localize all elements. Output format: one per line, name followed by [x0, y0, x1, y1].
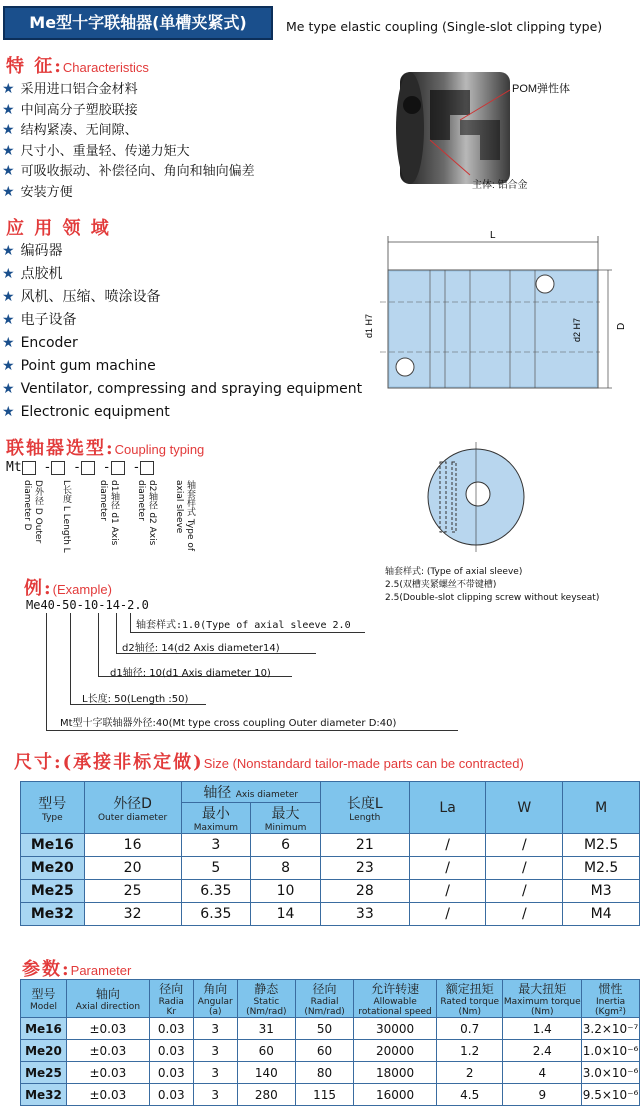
table-cell: L Length L	[61, 505, 71, 553]
size-h-type	[21, 782, 85, 834]
dim-d2-label: d2 H7	[572, 317, 582, 342]
table-cell: 中间高分子塑胶联接	[20, 102, 138, 118]
table-cell: Me16	[21, 834, 85, 857]
table-cell: 编码器	[20, 243, 63, 259]
table-cell: 允许转速	[371, 982, 420, 996]
table-row	[21, 903, 640, 926]
table-cell: 径向	[159, 982, 184, 996]
table-cell: 5	[181, 857, 251, 880]
sleeve-note-cn: 2.5(双槽夹紧螺丝不带键槽)	[385, 580, 497, 590]
table-cell: /	[486, 903, 563, 926]
table-cell: 80	[295, 1062, 353, 1084]
table-cell: Outer diameter	[97, 812, 168, 823]
table-cell: Axial direction	[75, 1002, 141, 1012]
table-cell: ±0.03	[66, 1040, 149, 1062]
table-cell: 外径D	[113, 795, 152, 812]
table-cell: Angular	[197, 997, 233, 1007]
table-cell: L长度	[61, 480, 71, 504]
table-cell: (a)	[208, 1007, 222, 1017]
table-cell: Minimum	[264, 823, 307, 833]
table-cell: /	[409, 903, 486, 926]
list-item	[2, 378, 362, 401]
size-h-m: M	[563, 782, 640, 834]
table-cell: 轴向	[95, 987, 120, 1001]
table-cell: -	[73, 460, 81, 475]
table-cell: 30000	[354, 1018, 437, 1040]
table-cell: 20000	[354, 1040, 437, 1062]
size-h-axis	[181, 782, 320, 803]
table-cell: 最大扭矩	[518, 982, 567, 996]
table-cell: Allowable rotational speed	[358, 997, 432, 1017]
size-h-la: La	[409, 782, 486, 834]
table-cell: -	[43, 460, 52, 475]
characteristics-list	[2, 79, 255, 202]
typing-code	[6, 460, 154, 475]
table-cell: 最大	[271, 806, 300, 822]
table-row	[21, 1062, 640, 1084]
table-cell: 3.2×10⁻⁷	[582, 1018, 640, 1040]
param-h-model	[21, 980, 67, 1018]
example-note-0: 轴套样式:1.0(Type of axial sleeve 2.0	[136, 620, 351, 631]
star-icon: ★	[2, 404, 15, 420]
table-cell: 140	[237, 1062, 295, 1084]
table-cell: 18000	[354, 1062, 437, 1084]
table-cell: 50	[295, 1018, 353, 1040]
table-cell: Kr	[166, 1007, 177, 1017]
table-cell: 联轴器选型:	[6, 438, 115, 459]
example-note-2: d1轴径: 10(d1 Axis diameter 10)	[110, 668, 271, 679]
list-item	[2, 286, 362, 309]
star-icon: ★	[2, 358, 15, 374]
example-note-3: L长度: 50(Length :50)	[82, 694, 189, 705]
param-h-static	[237, 980, 295, 1018]
table-cell: 60	[295, 1040, 353, 1062]
dim-d1-label: d1 H7	[364, 313, 374, 338]
typing-labels	[22, 480, 202, 560]
table-cell: 10	[251, 880, 321, 903]
field-outer	[22, 480, 45, 560]
star-icon: ★	[2, 312, 15, 328]
param-h-angular	[193, 980, 237, 1018]
list-item	[2, 332, 362, 355]
table-cell: Model	[29, 1002, 57, 1012]
table-cell: Length	[349, 812, 381, 823]
page-title: Me型十字联轴器(单槽夹紧式)	[3, 6, 273, 40]
table-cell: (Nm)	[531, 1007, 554, 1017]
dim-outer-label: D	[616, 322, 627, 330]
table-cell: 惯性	[598, 982, 623, 996]
table-cell: d1轴径	[109, 480, 119, 510]
table-cell: 3	[193, 1040, 237, 1062]
table-cell: Ventilator, compressing and spraying equipment	[20, 381, 363, 397]
table-cell: M2.5	[563, 857, 640, 880]
table-cell: Radia	[158, 997, 184, 1007]
table-cell: 风机、压缩、喷涂设备	[20, 289, 161, 305]
table-row	[21, 834, 640, 857]
param-table	[20, 979, 640, 1106]
table-cell: Mt	[6, 460, 22, 475]
table-cell: 型号	[31, 987, 56, 1001]
star-icon: ★	[2, 381, 15, 397]
table-cell: (Nm/rad)	[304, 1007, 345, 1017]
table-cell: d2 Axis diameter	[136, 480, 157, 546]
table-cell: 3.0×10⁻⁶	[582, 1062, 640, 1084]
page-subtitle: Me type elastic coupling (Single-slot clipping type)	[286, 19, 603, 34]
list-item	[2, 309, 362, 332]
table-cell: 尺寸小、重量轻、传递力矩大	[20, 143, 190, 159]
table-row	[21, 1040, 640, 1062]
table-cell: 23	[320, 857, 409, 880]
table-cell: 14	[251, 903, 321, 926]
example-note-1: d2轴径: 14(d2 Axis diameter14)	[122, 643, 280, 654]
size-heading	[14, 748, 524, 774]
table-cell: 3	[181, 834, 251, 857]
size-heading-en: Size (Nonstandard tailor-made parts can be contracted)	[203, 756, 524, 771]
table-cell: M3	[563, 880, 640, 903]
table-cell: 3	[193, 1018, 237, 1040]
table-cell: 采用进口铝合金材料	[20, 82, 138, 97]
param-h-max	[503, 980, 582, 1018]
example-code: Me40-50-10-14-2.0	[26, 598, 149, 612]
table-cell: Inertia	[595, 997, 626, 1007]
table-cell: Me20	[21, 1040, 67, 1062]
table-cell: 结构紧凑、无间隙、	[20, 123, 138, 138]
table-cell: 4.5	[436, 1084, 502, 1106]
table-row	[21, 1084, 640, 1106]
table-cell: 角向	[203, 982, 228, 996]
table-cell: 1.0×10⁻⁶	[582, 1040, 640, 1062]
sleeve-note-en: 2.5(Double-slot clipping screw without keyseat)	[385, 593, 600, 603]
table-cell: 20	[84, 857, 181, 880]
star-icon: ★	[2, 335, 15, 351]
param-h-axial	[66, 980, 149, 1018]
table-cell: 4	[503, 1062, 582, 1084]
table-cell: 60	[237, 1040, 295, 1062]
table-cell: 33	[320, 903, 409, 926]
table-cell: 3	[193, 1062, 237, 1084]
table-cell: 21	[320, 834, 409, 857]
table-cell: 例:	[24, 578, 53, 599]
table-cell: Me25	[21, 880, 85, 903]
table-cell: 轴套样式	[185, 480, 195, 516]
star-icon: ★	[2, 163, 15, 179]
param-h-rated	[436, 980, 502, 1018]
table-cell: Me20	[21, 857, 85, 880]
size-h-outer	[84, 782, 181, 834]
table-cell: ±0.03	[66, 1062, 149, 1084]
sleeve-figure	[420, 432, 530, 562]
table-cell: 1.4	[503, 1018, 582, 1040]
table-cell: 25	[84, 880, 181, 903]
table-row	[21, 880, 640, 903]
characteristics-heading-en: Characteristics	[62, 60, 149, 75]
field-d1	[98, 480, 121, 560]
table-cell: 28	[320, 880, 409, 903]
table-cell: M2.5	[563, 834, 640, 857]
table-row	[21, 1018, 640, 1040]
param-h-speed	[354, 980, 437, 1018]
list-item	[2, 100, 255, 121]
table-cell: Maximum	[193, 823, 239, 833]
table-cell: 0.03	[149, 1040, 193, 1062]
star-icon: ★	[2, 266, 15, 282]
star-icon: ★	[2, 243, 15, 259]
table-cell: 静态	[254, 982, 279, 996]
applications-heading: 应 用 领 域	[6, 218, 111, 239]
table-cell: Maximum torque	[503, 997, 581, 1007]
table-cell: 9	[503, 1084, 582, 1106]
characteristics-heading	[6, 52, 149, 78]
list-item	[2, 263, 362, 286]
table-cell: ±0.03	[66, 1018, 149, 1040]
param-h-radial	[295, 980, 353, 1018]
table-cell: 6	[251, 834, 321, 857]
table-cell: 2	[436, 1062, 502, 1084]
table-cell: Me32	[21, 1084, 67, 1106]
star-icon: ★	[2, 183, 15, 200]
table-cell: 0.03	[149, 1084, 193, 1106]
table-cell: d1 Axis diameter	[98, 480, 119, 546]
table-cell: 16	[84, 834, 181, 857]
table-row	[21, 857, 640, 880]
sleeve-note-title: 轴套样式: (Type of axial sleeve)	[385, 567, 523, 577]
typing-heading-en: Coupling typing	[114, 442, 205, 457]
dim-l-label: L	[490, 230, 496, 241]
sleeve-note	[385, 566, 599, 605]
table-cell: 电子设备	[20, 312, 77, 328]
field-sleeve	[174, 480, 197, 560]
table-cell: Electronic equipment	[20, 404, 170, 420]
star-icon: ★	[2, 122, 15, 138]
table-cell: Encoder	[20, 335, 78, 351]
product-photo	[390, 60, 640, 200]
table-cell: (Nm/rad)	[246, 1007, 287, 1017]
table-cell: (Nm)	[458, 1007, 481, 1017]
table-cell: 31	[237, 1018, 295, 1040]
star-icon: ★	[2, 101, 15, 118]
table-cell: M4	[563, 903, 640, 926]
size-table	[20, 781, 640, 926]
table-cell: /	[409, 880, 486, 903]
table-cell: 安装方便	[20, 184, 73, 200]
table-cell: 额定扭矩	[445, 982, 494, 996]
table-cell: ±0.03	[66, 1084, 149, 1106]
table-cell: 长度L	[346, 795, 383, 812]
param-heading-en: Parameter	[70, 963, 132, 978]
star-icon: ★	[2, 142, 15, 159]
table-cell: 8	[251, 857, 321, 880]
table-cell: /	[486, 880, 563, 903]
size-h-max	[251, 803, 321, 834]
table-cell: 6.35	[181, 880, 251, 903]
table-cell: D Outer diameter D	[22, 480, 43, 544]
table-cell: 16000	[354, 1084, 437, 1106]
list-item	[2, 79, 255, 100]
field-d2	[136, 480, 159, 560]
table-cell: 参数:	[22, 959, 71, 980]
body-label: 主体: 铝合金	[472, 180, 528, 191]
typing-heading	[6, 434, 204, 460]
table-cell: 轴径	[203, 785, 232, 801]
field-length	[60, 480, 73, 553]
param-h-inertia	[582, 980, 640, 1018]
table-cell: 1.2	[436, 1040, 502, 1062]
example-heading-en: (Example)	[52, 582, 112, 597]
table-cell: Rated torque	[440, 997, 500, 1007]
list-item	[2, 120, 255, 141]
table-cell: 可吸收振动、补偿径向、角向和轴向偏差	[20, 164, 255, 179]
list-item	[2, 161, 255, 182]
table-cell: 9.5×10⁻⁶	[582, 1084, 640, 1106]
table-cell: -	[102, 460, 111, 475]
table-cell: 3	[193, 1084, 237, 1106]
pom-label: POM弹性体	[512, 83, 571, 95]
param-h-radia	[149, 980, 193, 1018]
size-h-min	[181, 803, 251, 834]
table-cell: 最小	[201, 806, 230, 822]
star-icon: ★	[2, 289, 15, 305]
example-heading	[24, 574, 112, 600]
applications-list	[2, 240, 362, 424]
table-cell: 型号	[38, 795, 67, 812]
list-item	[2, 141, 255, 162]
list-item	[2, 355, 362, 378]
list-item	[2, 182, 255, 203]
table-cell: 6.35	[181, 903, 251, 926]
star-icon: ★	[2, 81, 15, 97]
table-cell: 115	[295, 1084, 353, 1106]
table-cell: Point gum machine	[20, 358, 156, 374]
table-cell: 32	[84, 903, 181, 926]
table-cell: /	[486, 834, 563, 857]
table-cell: 280	[237, 1084, 295, 1106]
example-note-4: Mt型十字联轴器外径:40(Mt type cross coupling Outer diameter D:40)	[60, 718, 397, 729]
table-cell: (Kgm²)	[595, 1007, 627, 1017]
table-cell: Me25	[21, 1062, 67, 1084]
table-cell: D外径	[33, 480, 43, 505]
table-cell: -	[132, 460, 141, 475]
size-h-w: W	[486, 782, 563, 834]
table-cell: Static	[253, 997, 280, 1007]
table-cell: 径向	[312, 982, 337, 996]
list-item	[2, 401, 362, 424]
table-cell: Type	[41, 812, 63, 823]
table-cell: 尺寸:(承接非标定做)	[14, 752, 204, 773]
table-cell: Me32	[21, 903, 85, 926]
dimension-drawing	[350, 222, 642, 400]
table-cell: Axis diameter	[235, 790, 299, 800]
list-item	[2, 240, 362, 263]
table-cell: Type of axial sleeve	[174, 480, 195, 552]
table-cell: /	[409, 857, 486, 880]
param-heading	[22, 955, 131, 981]
table-cell: /	[409, 834, 486, 857]
table-cell: d2轴径	[147, 480, 157, 510]
table-cell: 0.7	[436, 1018, 502, 1040]
table-cell: 特 征:	[6, 56, 63, 77]
table-cell: 2.4	[503, 1040, 582, 1062]
table-cell: 0.03	[149, 1062, 193, 1084]
table-cell: Radial	[310, 997, 339, 1007]
table-cell: 0.03	[149, 1018, 193, 1040]
table-cell: 点胶机	[20, 266, 63, 282]
table-cell: /	[486, 857, 563, 880]
size-h-length	[320, 782, 409, 834]
table-cell: Me16	[21, 1018, 67, 1040]
